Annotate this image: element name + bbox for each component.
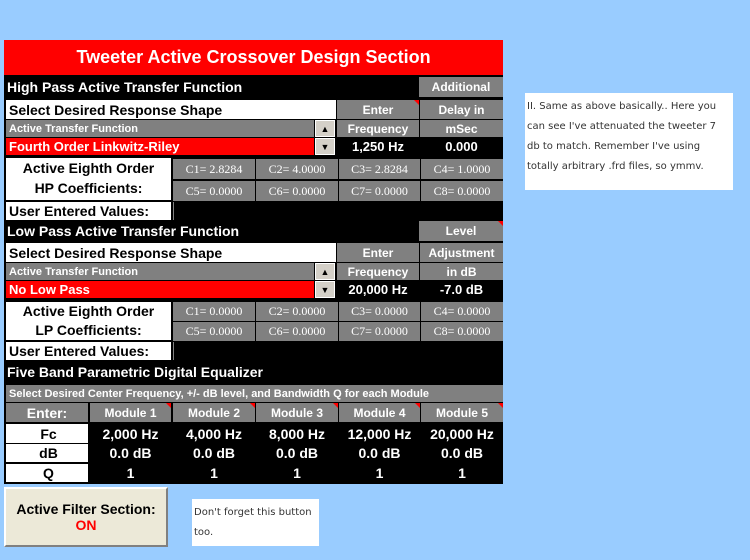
active-filter-button[interactable] [4,487,168,547]
eq-db-3[interactable]: 0.0 dB [275,444,318,461]
lp-coef-c4: C4= 0.0000 [421,302,503,321]
lp-coef-label [6,302,171,340]
lp-extra-label-3: in dB [420,263,503,280]
hp-coef-c1: C1= 2.8284 [173,159,255,179]
lp-level-input[interactable]: -7.0 dB [439,282,484,297]
eq-fc-3[interactable]: 8,000 Hz [268,425,326,442]
eq-module-5-header: Module 5 [421,403,503,422]
hp-coef-c7: C7= 0.0000 [339,181,420,201]
lp-dropdown-icon[interactable]: ▼ [315,281,335,298]
hp-transfer-select[interactable]: Fourth Order Linkwitz-Riley [6,138,314,155]
lp-coef-c3: C3= 0.0000 [339,302,420,321]
lp-coef-c8: C8= 0.0000 [421,322,503,341]
hp-heading: High Pass Active Transfer Function [7,79,243,95]
hp-scroll-up-icon[interactable]: ▲ [315,120,335,137]
eq-db-1[interactable]: 0.0 dB [109,444,152,461]
hp-coef-c3: C3= 2.8284 [339,159,420,179]
hp-coef-c8: C8= 0.0000 [421,181,503,201]
hp-extra-label-2: Delay in [420,100,503,119]
lp-frequency-input[interactable]: 20,000 Hz [348,282,408,297]
lp-scroll-up-icon[interactable]: ▲ [315,263,335,280]
lp-heading: Low Pass Active Transfer Function [7,223,240,239]
hp-dropdown-icon[interactable]: ▼ [315,138,335,155]
active-filter-label: Active Filter Section: [16,501,156,517]
hp-enter-label: Enter [337,100,419,119]
lp-coef-label-1: Active Eighth Order [22,303,155,319]
hp-enter-label-2: Frequency [337,120,419,137]
hp-coef-label-2: HP Coefficients: [34,180,143,196]
eq-db-5[interactable]: 0.0 dB [440,444,483,461]
eq-row-label-db: dB [6,444,88,462]
lp-enter-label: Enter [337,243,419,262]
lp-enter-label-2: Frequency [337,263,419,280]
eq-fc-5[interactable]: 20,000 Hz [430,425,494,442]
lp-user-label: User Entered Values: [6,342,171,360]
eq-fc-2[interactable]: 4,000 Hz [185,425,243,442]
lp-select-label: Select Desired Response Shape [6,243,336,262]
eq-q-2[interactable]: 1 [210,465,218,481]
hp-coef-label-1: Active Eighth Order [22,160,155,176]
hp-extra-label-3: mSec [420,120,503,137]
eq-q-1[interactable]: 1 [126,465,135,481]
eq-instructions: Select Desired Center Frequency, +/- dB level, and Bandwidth Q for each Module [6,385,503,402]
lp-extra-label-2: Adjustment [420,243,503,262]
eq-db-2[interactable]: 0.0 dB [192,444,235,461]
hp-select-label: Select Desired Response Shape [6,100,336,119]
eq-fc-4[interactable]: 12,000 Hz [347,425,412,442]
hp-coef-label [6,158,171,200]
eq-q-3[interactable]: 1 [293,465,301,481]
hp-extra-label-1: Additional [419,77,503,97]
hp-delay-input[interactable]: 0.000 [445,139,478,154]
page-title: Tweeter Active Crossover Design Section [4,40,503,75]
eq-q-5[interactable]: 1 [458,465,466,481]
lp-user-values[interactable] [173,342,503,360]
eq-heading: Five Band Parametric Digital Equalizer [7,364,263,380]
lp-transfer-select[interactable]: No Low Pass [6,281,314,298]
eq-module-3-header: Module 3 [256,403,338,422]
hp-coef-c6: C6= 0.0000 [256,181,338,201]
hp-frequency-input[interactable]: 1,250 Hz [351,139,405,154]
eq-enter-label: Enter: [6,403,88,422]
lp-coef-c2: C2= 0.0000 [256,302,338,321]
eq-module-1-header: Module 1 [90,403,171,422]
eq-fc-1[interactable]: 2,000 Hz [102,425,159,442]
hp-user-values[interactable] [173,202,503,220]
lp-coef-c5: C5= 0.0000 [173,322,255,341]
eq-module-4-header: Module 4 [339,403,420,422]
lp-coef-c6: C6= 0.0000 [256,322,338,341]
hp-user-label: User Entered Values: [6,202,171,220]
eq-row-label-fc: Fc [6,424,88,443]
eq-db-4[interactable]: 0.0 dB [358,444,401,461]
annotation-note-right: II. Same as above basically.. Here you can see I've attenuated the tweeter 7 db to match. Remember I've using totally arbitrary .frd files, so ymmv. [525,93,733,190]
lp-coef-c1: C1= 0.0000 [173,302,255,321]
eq-q-4[interactable]: 1 [375,465,384,481]
lp-extra-label-1: Level [419,221,503,241]
lp-atf-label: Active Transfer Function [6,263,314,280]
hp-coef-c2: C2= 4.0000 [256,159,338,179]
lp-coef-label-2: LP Coefficients: [35,322,142,338]
eq-row-label-q: Q [6,464,88,482]
eq-module-2-header: Module 2 [173,403,255,422]
crossover-panel [4,40,503,484]
hp-coef-c4: C4= 1.0000 [421,159,503,179]
hp-coef-c5: C5= 0.0000 [173,181,255,201]
hp-atf-label: Active Transfer Function [6,120,314,137]
active-filter-state: ON [75,517,97,533]
annotation-note-bottom: Don't forget this button too. [192,499,319,546]
lp-coef-c7: C7= 0.0000 [339,322,420,341]
